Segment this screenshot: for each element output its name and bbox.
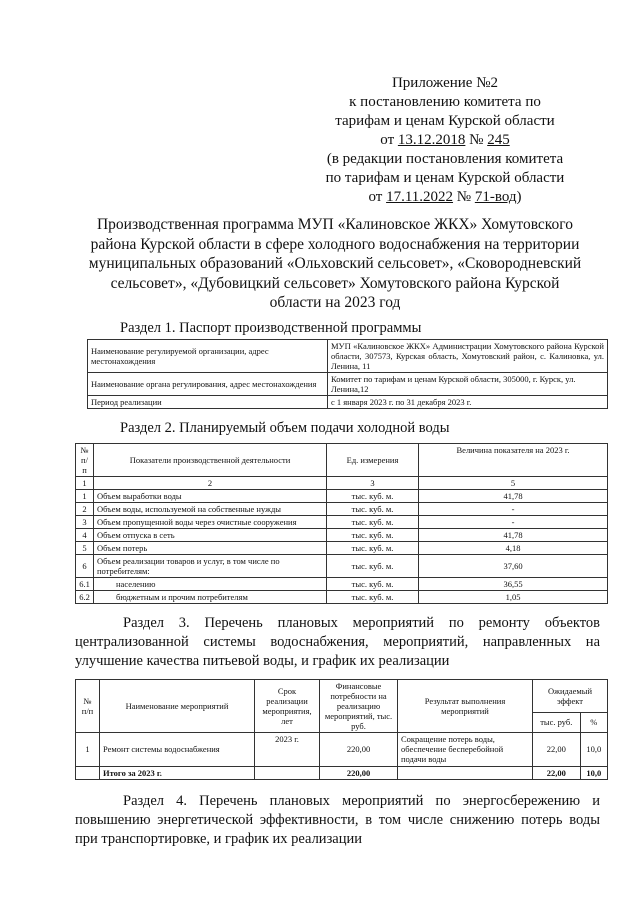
cell (255, 766, 320, 779)
cell: 6.2 (76, 590, 94, 603)
header-line: Приложение №2 (391, 75, 499, 91)
cell: 2023 г. (255, 732, 320, 766)
cell (398, 766, 533, 779)
header-cell: Срок реализации мероприятия, лет (255, 679, 320, 732)
cell: 3 (327, 476, 419, 489)
table-row (76, 577, 608, 590)
water-volume-table (75, 443, 608, 604)
cell: 5 (419, 476, 608, 489)
decree-number: 245 (487, 132, 510, 148)
cell: 6 (76, 554, 94, 577)
title-line: района Курской области в сфере холодного водоснабжения на территории (90, 235, 580, 253)
cell: бюджетным и прочим потребителям (94, 590, 327, 603)
cell: Объем реализации товаров и услуг, в том числе по потребителям: (94, 554, 327, 577)
cell (76, 766, 100, 779)
cell: тыс. куб. м. (327, 554, 419, 577)
header-cell: Ожидаемый эффект (533, 679, 608, 713)
header-line: по тарифам и ценам Курской области (325, 170, 565, 186)
document-title (70, 215, 600, 313)
cell: 220,00 (320, 766, 398, 779)
cell: 37,60 (419, 554, 608, 577)
table-row (76, 590, 608, 603)
cell: 5 (76, 541, 94, 554)
cell: тыс. куб. м. (327, 515, 419, 528)
cell: 10,0 (580, 732, 607, 766)
table-row (76, 528, 608, 541)
text: от (380, 132, 398, 148)
table-row (76, 541, 608, 554)
cell: Сокращение потерь воды, обеспечение бесперебойной подачи воды (398, 732, 533, 766)
header-line (300, 188, 590, 207)
table-row (76, 554, 608, 577)
cell: тыс. куб. м. (327, 590, 419, 603)
header-cell: % (580, 713, 607, 732)
cell: 36,55 (419, 577, 608, 590)
cell: 1 (76, 476, 94, 489)
cell: 41,78 (419, 489, 608, 502)
cell: 10,0 (580, 766, 607, 779)
cell: 22,00 (533, 766, 581, 779)
cell: 1 (76, 489, 94, 502)
cell: Объем отпуска в сеть (94, 528, 327, 541)
header-cell: Ед. измерения (327, 443, 419, 476)
cell: 4 (76, 528, 94, 541)
cell: Период реализации (88, 395, 328, 408)
total-row (76, 766, 608, 779)
section3-heading: Раздел 3. Перечень плановых мероприятий по ремонту объектов централизованной системы водоснабжения, мероприятий, направленных на улучшение качества питьевой воды, и график их реализации (75, 614, 600, 669)
amendment-number: 71-вод (474, 189, 517, 205)
cell: Объем воды, используемой на собственные нужды (94, 502, 327, 515)
header-line (300, 131, 590, 150)
header-cell: Величина показателя на 2023 г. (419, 443, 608, 476)
cell: населению (94, 577, 327, 590)
cell: Объем выработки воды (94, 489, 327, 502)
cell: тыс. куб. м. (327, 502, 419, 515)
section1-heading: Раздел 1. Паспорт производственной программы (120, 319, 422, 336)
header-cell: Показатели производственной деятельности (94, 443, 327, 476)
cell: Ремонт системы водоснабжения (100, 732, 255, 766)
cell: 2 (94, 476, 327, 489)
cell: Объем пропущенной воды через очистные сооружения (94, 515, 327, 528)
section4-heading: Раздел 4. Перечень плановых мероприятий по энергосбережению и повышению энергетической эффективности, в том числе снижению потерь воды при транспортировке, и график их реализации (75, 792, 600, 847)
title-line: Производственная программа МУП «Калиновское ЖКХ» Хомутовского (96, 216, 574, 233)
header-cell: Наименование мероприятий (100, 679, 255, 732)
cell: 22,00 (533, 732, 581, 766)
cell: Итого за 2023 г. (100, 766, 255, 779)
cell: 4,18 (419, 541, 608, 554)
cell: Комитет по тарифам и ценам Курской области, 305000, г. Курск, ул. Ленина,12 (328, 372, 608, 395)
passport-table (87, 339, 608, 409)
cell: 3 (76, 515, 94, 528)
cell: 6.1 (76, 577, 94, 590)
header-cell: № п/п (76, 443, 94, 476)
text: от (368, 189, 387, 205)
appendix-header (300, 74, 590, 207)
title-line: области на 2023 год (269, 294, 401, 311)
section2-heading: Раздел 2. Планируемый объем подачи холодной воды (120, 419, 450, 436)
cell: с 1 января 2023 г. по 31 декабря 2023 г. (328, 395, 608, 408)
header-line: тарифам и ценам Курской области (335, 113, 555, 129)
header-cell: Финансовые потребности на реализацию мероприятий, тыс. руб. (320, 679, 398, 732)
cell: тыс. куб. м. (327, 489, 419, 502)
header-cell: тыс. руб. (533, 713, 581, 732)
table-row (76, 515, 608, 528)
cell: тыс. куб. м. (327, 528, 419, 541)
text: № (453, 189, 475, 205)
table-row (76, 732, 608, 766)
header-line: к постановлению комитета по (349, 94, 541, 110)
cell: МУП «Калиновское ЖКХ» Администрации Хомутовского района Курской области, 307573, Курская область, Хомутовский район, с. Калиновка, ул. Ленина, 11 (328, 339, 608, 372)
cell: 1 (76, 732, 100, 766)
text: ) (516, 189, 522, 205)
header-cell: № п/п (76, 679, 100, 732)
header-cell: Результат выполнения мероприятий (398, 679, 533, 732)
cell: - (419, 502, 608, 515)
header-line: (в редакции постановления комитета (326, 151, 564, 167)
table-row (76, 489, 608, 502)
title-line: муниципальных образований «Ольховский сельсовет», «Сковородневский (88, 255, 582, 272)
cell: тыс. куб. м. (327, 541, 419, 554)
cell: тыс. куб. м. (327, 577, 419, 590)
text: № (465, 132, 488, 148)
cell: 220,00 (320, 732, 398, 766)
decree-date: 13.12.2018 (397, 132, 466, 148)
title-line: сельсовет», «Дубовицкий сельсовет» Хомутовского района Курской (110, 274, 560, 292)
table-row (76, 502, 608, 515)
cell: 41,78 (419, 528, 608, 541)
cell: Объем потерь (94, 541, 327, 554)
cell: 1,05 (419, 590, 608, 603)
measures-table (75, 679, 608, 780)
cell: Наименование органа регулирования, адрес местонахождения (88, 372, 328, 395)
cell: 2 (76, 502, 94, 515)
amendment-date: 17.11.2022 (386, 189, 454, 205)
cell: - (419, 515, 608, 528)
cell: Наименование регулируемой организации, адрес местонахождения (88, 339, 328, 372)
